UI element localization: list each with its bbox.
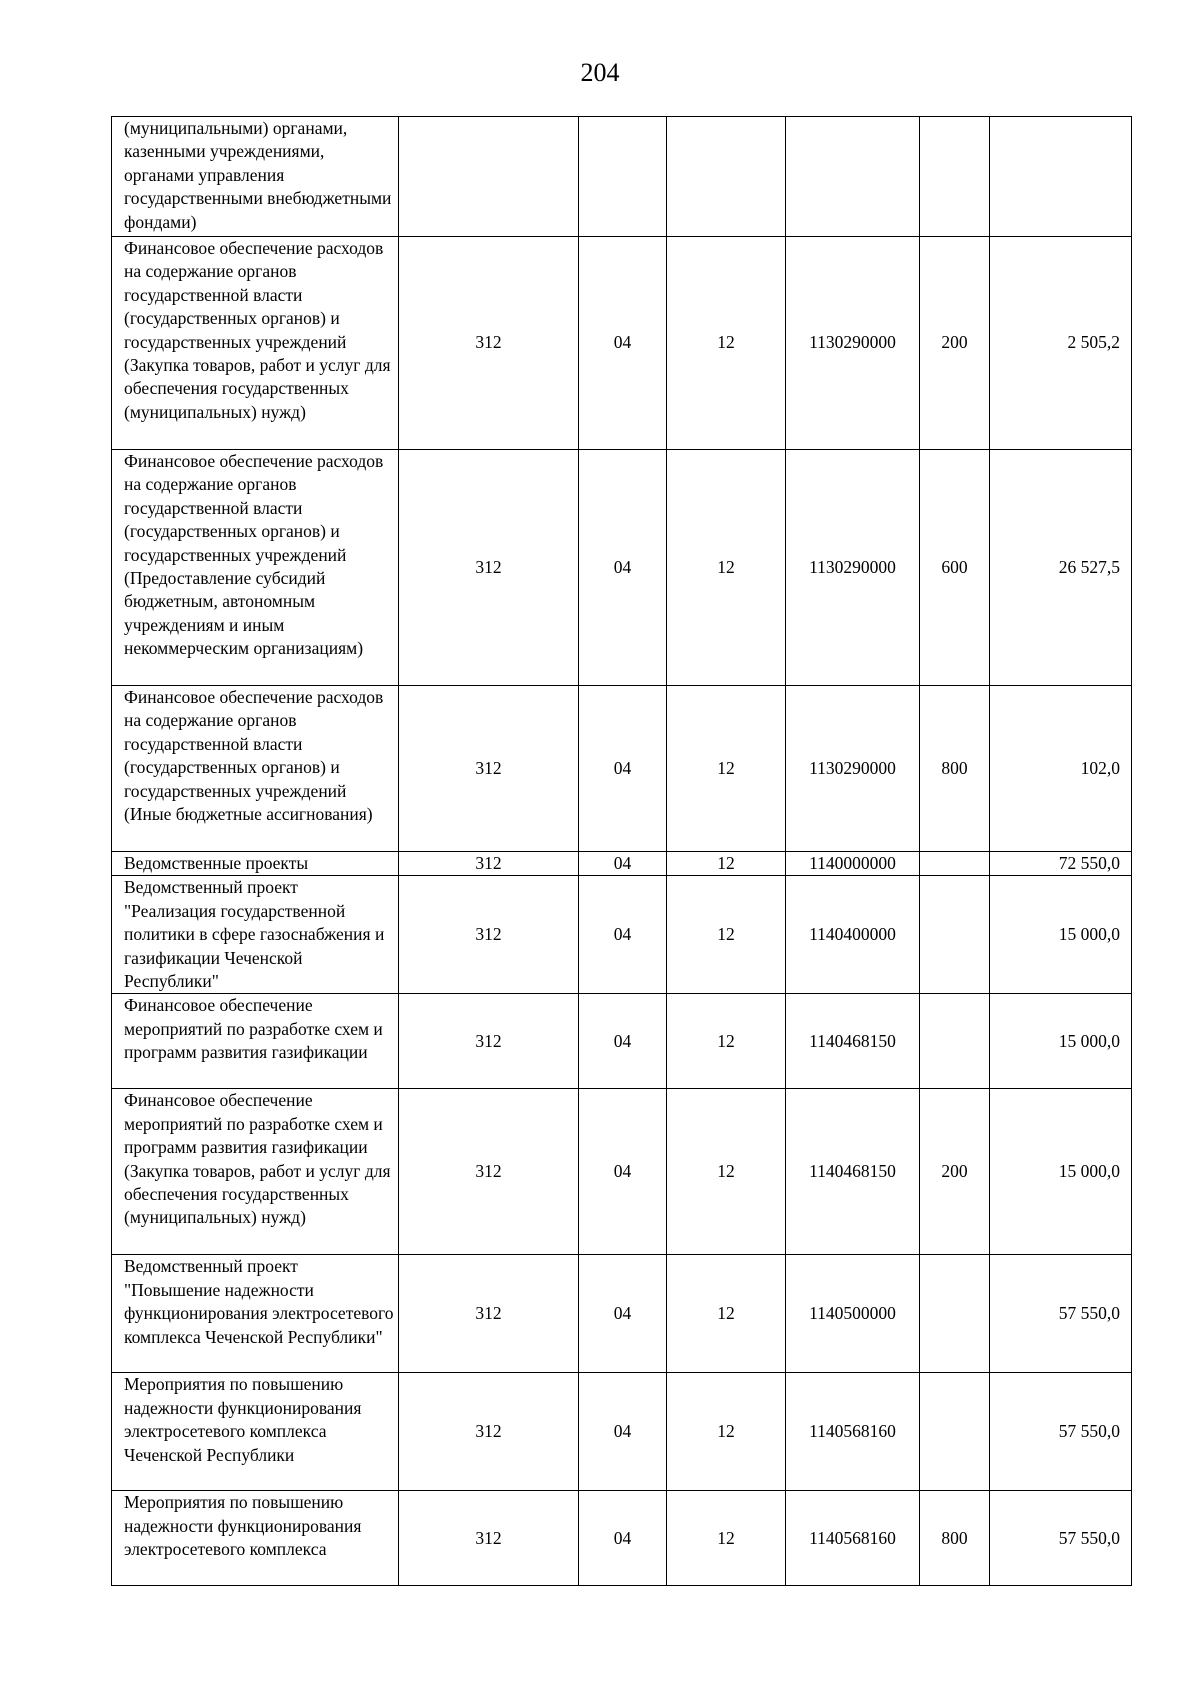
cell-podrazdel: 12 xyxy=(667,237,786,450)
cell-sum: 102,0 xyxy=(990,686,1132,852)
cell-razdel: 04 xyxy=(579,1255,667,1373)
cell-podrazdel: 12 xyxy=(667,450,786,686)
cell-target-article: 1140568160 xyxy=(786,1373,920,1491)
cell-target-article: 1140468150 xyxy=(786,994,920,1089)
cell-podrazdel: 12 xyxy=(667,1089,786,1255)
table-row xyxy=(112,1089,1132,1255)
budget-table xyxy=(111,116,1132,1586)
table-row xyxy=(112,876,1132,994)
cell-podrazdel: 12 xyxy=(667,994,786,1089)
row-description: Мероприятия по повышению надежности функционирования электросетевого комплекса xyxy=(112,1491,399,1586)
cell-ved xyxy=(399,117,579,237)
row-description: Ведомственный проект "Повышение надежности функционирования электросетевого комплекса Чеченской Республики" xyxy=(112,1255,399,1373)
row-description: Финансовое обеспечение мероприятий по разработке схем и программ развития газификации xyxy=(112,994,399,1089)
cell-razdel: 04 xyxy=(579,1373,667,1491)
table-row xyxy=(112,852,1132,876)
row-description: Финансовое обеспечение расходов на содержание органов государственной власти (государственных органов) и государственных учреждений (Предоставление субсидий бюджетным, автономным учреждениям и иным некоммерческим организациям) xyxy=(112,450,399,686)
row-description: Мероприятия по повышению надежности функционирования электросетевого комплекса Чеченской Республики xyxy=(112,1373,399,1491)
cell-podrazdel: 12 xyxy=(667,686,786,852)
cell-target-article: 1140400000 xyxy=(786,876,920,994)
cell-ved: 312 xyxy=(399,994,579,1089)
table-row xyxy=(112,686,1132,852)
cell-expense-type: 200 xyxy=(920,1089,990,1255)
cell-sum: 57 550,0 xyxy=(990,1255,1132,1373)
cell-expense-type xyxy=(920,994,990,1089)
row-description: Ведомственные проекты xyxy=(112,852,399,876)
cell-podrazdel: 12 xyxy=(667,1255,786,1373)
cell-ved: 312 xyxy=(399,1491,579,1586)
cell-ved: 312 xyxy=(399,876,579,994)
cell-expense-type: 600 xyxy=(920,450,990,686)
cell-razdel: 04 xyxy=(579,237,667,450)
cell-target-article: 1130290000 xyxy=(786,450,920,686)
cell-target-article: 1140500000 xyxy=(786,1255,920,1373)
cell-sum: 15 000,0 xyxy=(990,1089,1132,1255)
cell-expense-type: 200 xyxy=(920,237,990,450)
cell-target-article: 1130290000 xyxy=(786,237,920,450)
cell-expense-type xyxy=(920,1255,990,1373)
table-row xyxy=(112,1373,1132,1491)
table-row xyxy=(112,450,1132,686)
cell-sum: 57 550,0 xyxy=(990,1373,1132,1491)
cell-razdel: 04 xyxy=(579,994,667,1089)
row-description: Финансовое обеспечение мероприятий по разработке схем и программ развития газификации (Закупка товаров, работ и услуг для обеспечения государственных (муниципальных) нужд) xyxy=(112,1089,399,1255)
cell-target-article xyxy=(786,117,920,237)
cell-razdel: 04 xyxy=(579,686,667,852)
cell-podrazdel: 12 xyxy=(667,1373,786,1491)
cell-razdel: 04 xyxy=(579,1089,667,1255)
cell-podrazdel: 12 xyxy=(667,852,786,876)
cell-razdel: 04 xyxy=(579,1491,667,1586)
cell-expense-type xyxy=(920,852,990,876)
cell-ved: 312 xyxy=(399,1255,579,1373)
table-row xyxy=(112,994,1132,1089)
cell-sum xyxy=(990,117,1132,237)
cell-expense-type xyxy=(920,876,990,994)
cell-target-article: 1140000000 xyxy=(786,852,920,876)
cell-razdel xyxy=(579,117,667,237)
cell-expense-type: 800 xyxy=(920,686,990,852)
row-description: Финансовое обеспечение расходов на содержание органов государственной власти (государственных органов) и государственных учреждений (Иные бюджетные ассигнования) xyxy=(112,686,399,852)
cell-ved: 312 xyxy=(399,1089,579,1255)
cell-ved: 312 xyxy=(399,1373,579,1491)
cell-expense-type xyxy=(920,117,990,237)
row-description: Ведомственный проект "Реализация государственной политики в сфере газоснабжения и газификации Чеченской Республики" xyxy=(112,876,399,994)
cell-ved: 312 xyxy=(399,237,579,450)
table-row xyxy=(112,1491,1132,1586)
cell-sum: 2 505,2 xyxy=(990,237,1132,450)
cell-razdel: 04 xyxy=(579,876,667,994)
cell-ved: 312 xyxy=(399,686,579,852)
cell-target-article: 1140468150 xyxy=(786,1089,920,1255)
table-row xyxy=(112,237,1132,450)
row-description: (муниципальными) органами, казенными учреждениями, органами управления государственными внебюджетными фондами) xyxy=(112,117,399,237)
cell-podrazdel: 12 xyxy=(667,1491,786,1586)
cell-ved: 312 xyxy=(399,450,579,686)
table-row xyxy=(112,1255,1132,1373)
cell-target-article: 1140568160 xyxy=(786,1491,920,1586)
cell-expense-type: 800 xyxy=(920,1491,990,1586)
cell-sum: 15 000,0 xyxy=(990,876,1132,994)
cell-sum: 15 000,0 xyxy=(990,994,1132,1089)
cell-expense-type xyxy=(920,1373,990,1491)
cell-ved: 312 xyxy=(399,852,579,876)
cell-sum: 57 550,0 xyxy=(990,1491,1132,1586)
cell-razdel: 04 xyxy=(579,852,667,876)
cell-podrazdel: 12 xyxy=(667,876,786,994)
page-number: 204 xyxy=(580,58,620,87)
row-description: Финансовое обеспечение расходов на содержание органов государственной власти (государственных органов) и государственных учреждений (Закупка товаров, работ и услуг для обеспечения государственных (муниципальных) нужд) xyxy=(112,237,399,450)
table-row xyxy=(112,117,1132,237)
cell-sum: 26 527,5 xyxy=(990,450,1132,686)
cell-podrazdel xyxy=(667,117,786,237)
cell-razdel: 04 xyxy=(579,450,667,686)
cell-sum: 72 550,0 xyxy=(990,852,1132,876)
cell-target-article: 1130290000 xyxy=(786,686,920,852)
